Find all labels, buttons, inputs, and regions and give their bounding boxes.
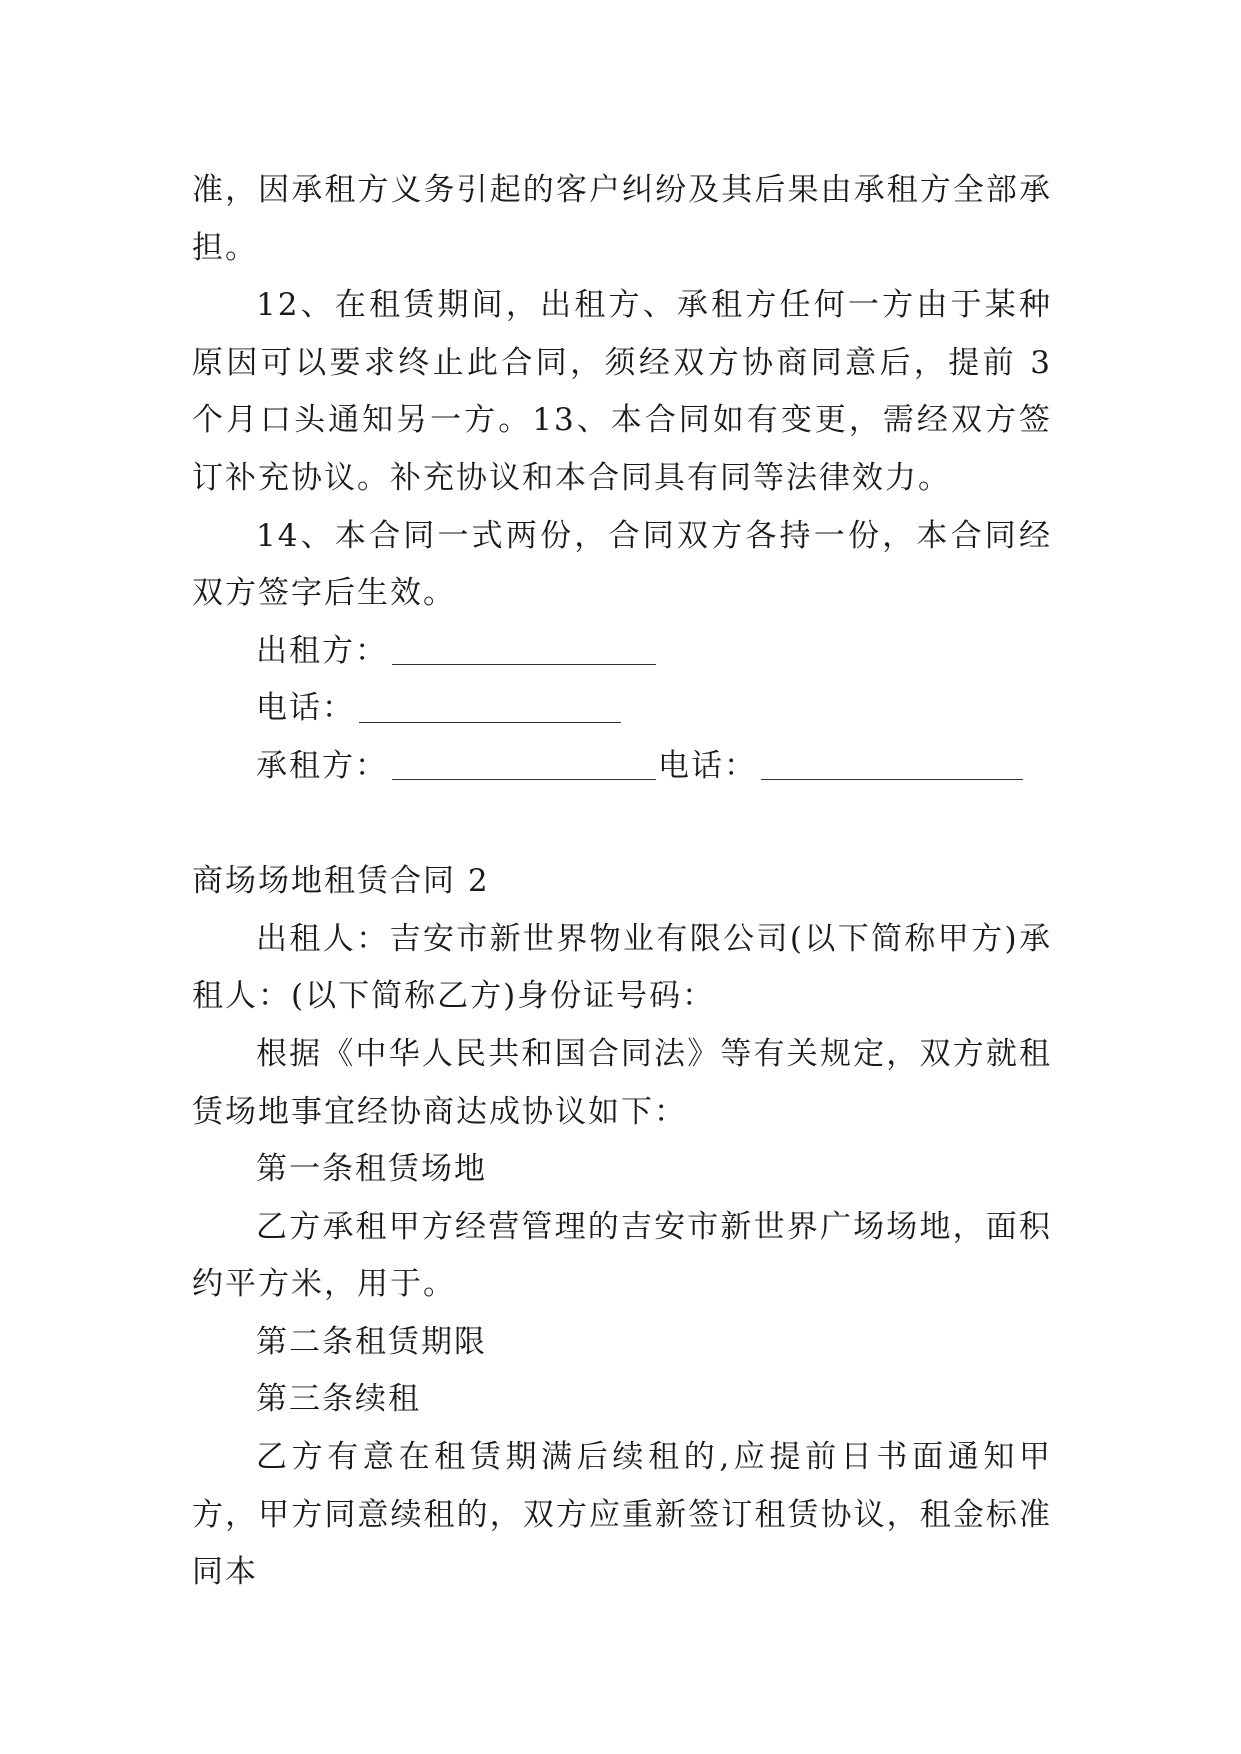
document-body [192,162,1052,1602]
lessor-blank [392,663,656,665]
article-2-heading: 第二条租赁期限 [256,1323,487,1360]
phone-label: 电话： [256,690,355,727]
article-1-body: 乙方承租甲方经营管理的吉安市新世界广场场地，面积约平方米，用于。 [192,1208,1052,1303]
article-3-heading: 第三条续租 [256,1381,421,1418]
paragraph-clause-14: 14、本合同一式两份，合同双方各持一份，本合同经双方签字后生效。 [192,517,1052,612]
lessee-blank [392,778,656,780]
lessor-label: 出租方： [256,632,388,669]
contract-2-preamble: 根据《中华人民共和国合同法》等有关规定，双方就租赁场地事宜经协商达成协议如下： [192,1035,1052,1130]
paragraph-clause-12-13: 12、在租赁期间，出租方、承租方任何一方由于某种原因可以要求终止此合同，须经双方协商同意后，提前 3 个月口头通知另一方。13、本合同如有变更，需经双方签订补充协议。补充协议和本合同具有同等法律效力。 [192,287,1052,496]
article-3-body: 乙方有意在租赁期满后续租的,应提前日书面通知甲方，甲方同意续租的，双方应重新签订租赁协议，租金标准同本 [192,1439,1052,1591]
lessor-signature-line [192,623,1052,681]
lessee-phone-label: 电话： [658,747,757,784]
paragraph-continuation: 准，因承租方义务引起的客户纠纷及其后果由承租方全部承担。 [192,172,1052,266]
phone-signature-line [192,680,1052,738]
contract-2-parties: 出租人：吉安市新世界物业有限公司(以下简称甲方)承租人：(以下简称乙方)身份证号码： [192,920,1052,1015]
contract-2-title: 商场场地租赁合同 2 [192,863,490,900]
article-1-heading: 第一条租赁场地 [256,1151,487,1188]
phone-blank [359,721,621,723]
lessee-label: 承租方： [256,747,388,784]
section-spacer [192,796,1052,854]
lessee-phone-blank [761,778,1023,780]
lessee-signature-line [192,738,1052,796]
